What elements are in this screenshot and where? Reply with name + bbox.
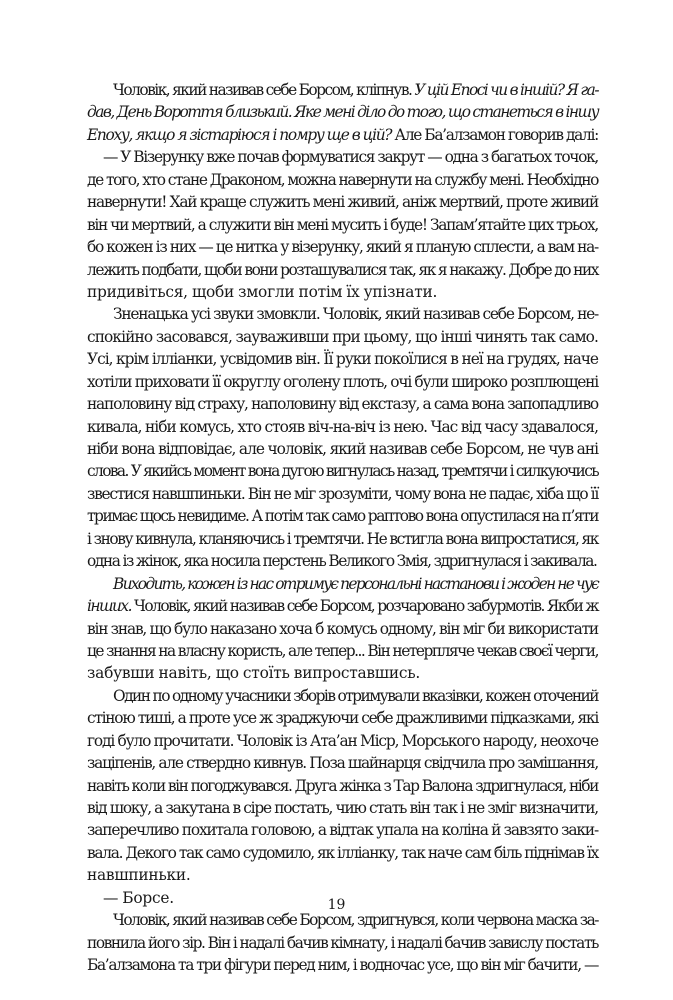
page-number: 19 [327, 897, 346, 913]
text-line [87, 842, 598, 864]
text-segment: навшпиньки. [87, 866, 191, 885]
text-segment: лежить подбати, щоби вони розташувалися так, як я накажу. Добре до них [87, 260, 598, 279]
text-line [87, 236, 598, 258]
text-segment: він чи мертвий, а служити він мені мусить і буде! Запам’ятайте цих трьох, [87, 215, 598, 234]
text-line [87, 662, 598, 684]
text-segment: Чоловік, який називав себе Борсом, здригнувся, коли червона маска за- [113, 911, 598, 930]
text-line [87, 191, 598, 213]
text-segment: хотіли приховати її округлу оголену плоть, очі були широко розплющені [87, 372, 598, 391]
text-line [87, 348, 598, 370]
text-segment: наполовину від страху, наполовину від екстазу, а сама вона запопадливо [87, 395, 598, 414]
text-segment: Ба’алзамона та три фігури перед ним, і водночас усе, що він міг бачити, — [87, 956, 598, 975]
text-line [87, 303, 598, 325]
text-line [87, 595, 598, 617]
text-segment: бо кожен із них — це нитка у візерунку, який я планую сплести, а вам на- [87, 238, 598, 257]
text-line [87, 326, 598, 348]
text-line [87, 169, 598, 191]
text-segment: від шоку, а закутана в сіре постать, чию стать він так і не зміг визначити, [87, 799, 598, 817]
text-segment: забувши навіть, що стоїть випроставшись. [87, 664, 421, 683]
text-line [87, 932, 598, 954]
text-segment: де того, хто стане Драконом, можна навернути на службу мені. Необхідно [87, 170, 598, 189]
text-line [87, 101, 598, 123]
text-line [87, 730, 598, 752]
text-segment: повнила його зір. Він і надалі бачив кімнату, і надалі бачив завислу постать [87, 933, 598, 952]
text-line [87, 775, 598, 797]
text-segment: звестися навшпиньки. Він не міг зрозуміти, чому вона не падає, хіба що її [87, 484, 598, 503]
text-segment: годі було прочитати. Чоловік із Ата’ан Міср, Морського народу, неохоче [87, 731, 598, 750]
text-line [87, 550, 598, 572]
text-segment: тримає щось невидиме. А потім так само раптово вона опустилася на п’яти [87, 507, 598, 526]
text-segment: навернути! Хай краще служить мені живий, аніж мертвий, проте живий [87, 193, 598, 212]
text-line [87, 528, 598, 550]
text-segment: Усі, крім іллiанки, усвідомив він. Її руки покоїлися в неї на грудях, наче [87, 350, 598, 369]
text-segment: вала. Декого так само судомило, як іллiанку, так наче сам біль піднімав їх [87, 843, 598, 862]
text-segment: Чоловік, який називав себе Борсом, кліпнув. [113, 81, 415, 99]
italic-text: інших. [87, 597, 131, 616]
text-segment: він знав, що було наказано хоча б комусь одному, він міг би використати [87, 619, 598, 638]
text-segment: стіною тиші, а проте усе ж зраджуючи себе дражливими підказками, які [87, 709, 598, 728]
text-line [87, 79, 598, 101]
text-line [87, 416, 598, 438]
text-line [87, 259, 598, 281]
text-line [87, 505, 598, 527]
italic-text: Виходить, кожен із нас отримує персональні настанови і жоден не чує [113, 574, 598, 593]
text-segment: це знання на власну користь, але тепер... Він нетерпляче чекав своєї черги, [87, 641, 598, 660]
text-segment: Один по одному учасники зборів отримували вказівки, кожен оточений [113, 686, 598, 705]
text-segment: Чоловік, який називав себе Борсом, розчаровано забурмотів. Якби ж [130, 597, 598, 616]
italic-text: Епоху, якщо я зістаріюся і помру ще в цій? [87, 125, 392, 144]
text-line [87, 685, 598, 707]
text-line [87, 618, 598, 640]
text-segment: заперечливо похитала головою, а відтак упала на коліна й завзято заки- [87, 821, 598, 840]
text-line [87, 752, 598, 774]
text-segment: Але Ба’алзамон говорив далі: [391, 125, 599, 144]
text-line [87, 864, 598, 886]
text-line [87, 640, 598, 662]
text-segment: одна із жінок, яка носила перстень Великого Змія, здригнулася і закивала. [87, 552, 597, 571]
text-line [87, 393, 598, 415]
text-segment: і знову кивнула, кланяючись і тремтячи. Не встигла вона випростатися, як [87, 529, 598, 548]
text-segment: Зненацька усі звуки змовкли. Чоловік, який називав себе Борсом, не- [113, 305, 598, 324]
text-line [87, 214, 598, 236]
text-segment: — Борсе. [103, 888, 174, 907]
italic-text: дав, День Вороття близький. Яке мені діло до того, що станеться в іншу [87, 103, 598, 122]
text-line [87, 707, 598, 729]
text-segment: навіть коли він погоджувався. Друга жінка з Тар Валона здригнулася, ніби [87, 776, 598, 795]
text-line [87, 483, 598, 505]
text-segment: заціпенів, але ствердно кивнув. Поза шайнарця свідчила про замішання, [87, 754, 598, 773]
text-line [87, 146, 598, 168]
text-segment: спокійно засовався, зауваживши при цьому, що інші чинять так само. [87, 327, 598, 346]
text-line [87, 819, 598, 841]
text-segment: слова. У якийсь момент вона дугою вигнулась назад, тремтячи і силкуючись [87, 462, 598, 481]
text-line [87, 797, 598, 819]
body-text [87, 79, 598, 977]
text-line [87, 371, 598, 393]
text-line [87, 460, 598, 482]
text-line [87, 124, 598, 146]
text-line [87, 438, 598, 460]
text-segment: ніби вона відповідає, але чоловік, який називав себе Борсом, не чув ані [87, 440, 598, 458]
text-line [87, 573, 598, 595]
text-line [87, 281, 598, 303]
italic-text: У цій Епосі чи в іншій? Я га- [414, 81, 598, 99]
text-segment: кивала, ніби комусь, хто стояв віч-на-віч із нею. Час від часу здавалося, [87, 417, 598, 436]
text-line [87, 954, 598, 976]
text-segment: придивіться, щоби змогли потім їх упізнати. [87, 282, 438, 301]
text-segment: — У Візерунку вже почав формуватися закрут — одна з багатьох точок, [103, 148, 598, 167]
